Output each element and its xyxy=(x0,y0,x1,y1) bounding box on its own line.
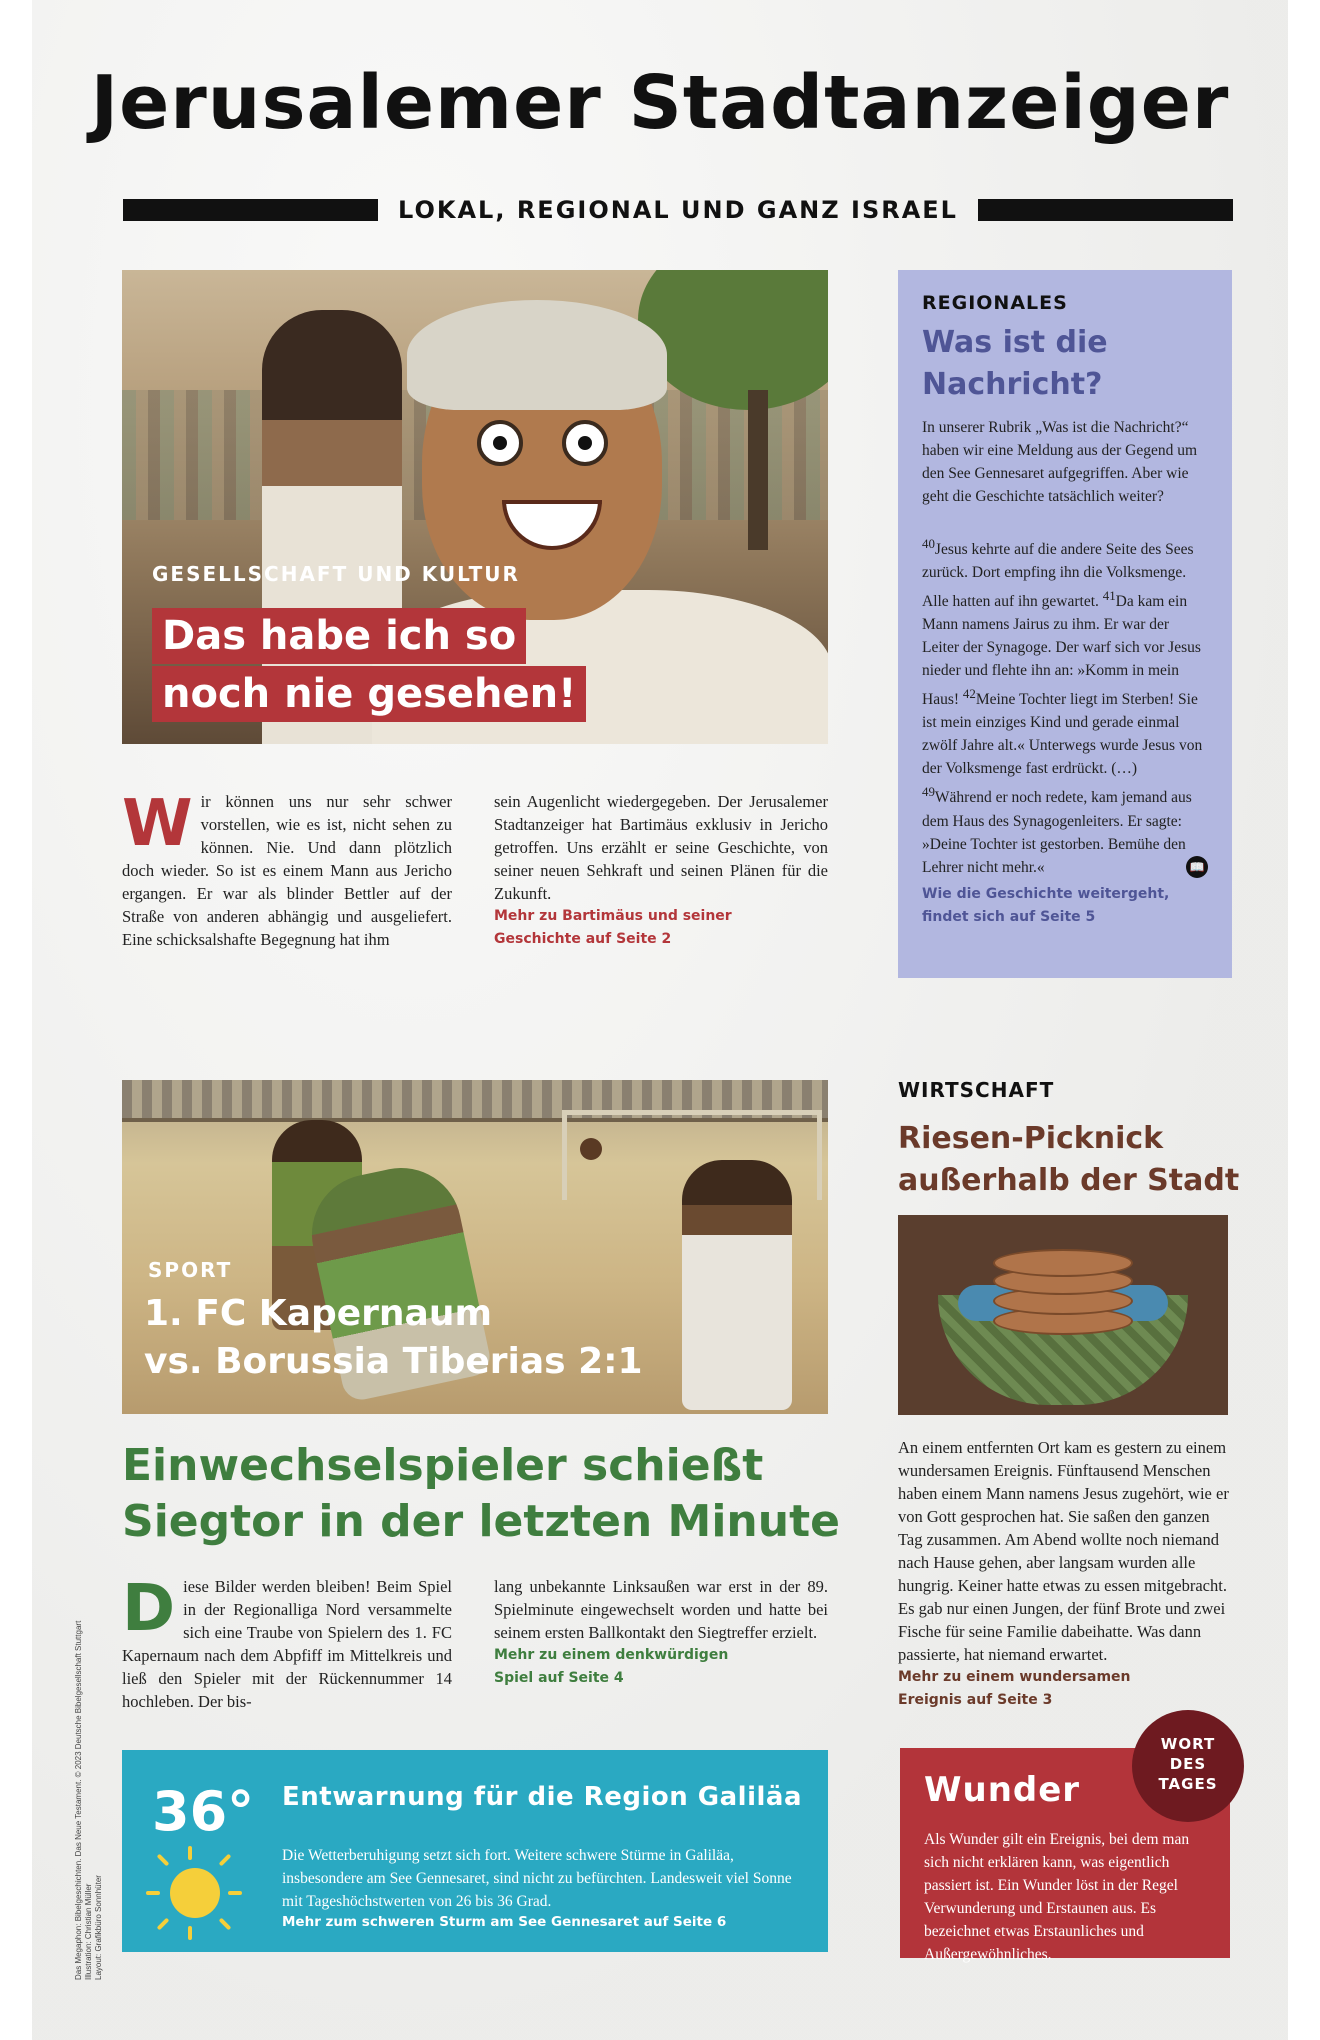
hero-headline-line1: Das habe ich so xyxy=(152,608,526,664)
left-eye xyxy=(477,420,523,466)
sport-text-2: lang unbekannte Linksaußen war erst in der 89. Spielminute eingewechselt worden und hatte bei seinem ersten Ballkontakt den Siegtreffer erzielt. xyxy=(494,1577,828,1642)
regional-headline-line2: Nachricht? xyxy=(922,367,1103,402)
credits-vertical xyxy=(74,1600,104,1980)
word-of-day-headline: Wunder xyxy=(924,1770,1081,1810)
weather-more-link[interactable]: Mehr zum schweren Sturm am See Gennesaret auf Seite 6 xyxy=(282,1914,727,1930)
credits-line3: Layout: Grafikbüro Sonnhüter xyxy=(94,1875,103,1980)
divider-bar-left xyxy=(123,199,378,221)
regional-headline xyxy=(922,322,1208,406)
tree-trunk xyxy=(748,390,768,550)
verse-number-49: 49 xyxy=(922,784,935,800)
badge-line3: TAGES xyxy=(1158,1775,1218,1793)
verse-number-42: 42 xyxy=(962,686,976,702)
economy-rubric: WIRTSCHAFT xyxy=(898,1078,1055,1102)
player-running xyxy=(682,1160,792,1410)
sport-more-line2: Spiel auf Seite 4 xyxy=(494,1670,624,1686)
regional-more-link[interactable] xyxy=(922,883,1208,929)
economy-headline xyxy=(898,1118,1258,1202)
hero-more-link[interactable] xyxy=(494,905,828,951)
weather-text: Die Wetterberuhigung setzt sich fort. Weitere schwere Stürme in Galiläa, insbesondere am See Gennesaret, sind nicht zu befürchten. Landesweit viel Sonne mit Tageshöchstwerten von 26 bis 36 Grad. xyxy=(282,1847,792,1910)
divider-bar-right xyxy=(978,199,1233,221)
sport-rubric: SPORT xyxy=(148,1258,233,1282)
hero-more-line1: Mehr zu Bartimäus und seiner xyxy=(494,908,732,924)
book-icon: 📖 xyxy=(1186,856,1208,878)
football-illustration xyxy=(122,1080,828,1414)
economy-headline-line2: außerhalb der Stadt xyxy=(898,1163,1240,1198)
sport-more-line1: Mehr zu einem denkwürdigen xyxy=(494,1647,729,1663)
right-eye xyxy=(562,420,608,466)
economy-more-line1: Mehr zu einem wundersamen xyxy=(898,1669,1131,1685)
verse-text-40: Jesus kehrte auf die andere Seite des Sees zurück. Dort empfing ihn die Volksmenge. Alle hatten auf ihn gewartet. xyxy=(922,541,1194,611)
masthead-title: Jerusalemer Stadtanzeiger xyxy=(90,60,1230,146)
hero-text-1: ir können uns nur sehr schwer vorstellen, wie es ist, nicht sehen zu können. Nie. Und dann plötzlich doch wieder. So ist es einem Mann aus Jericho ergangen. Er war als blinder Bettler auf der Straße von anderen abhängig und ausgeliefert. Eine schicksalshafte Begegnung hat ihm xyxy=(122,792,452,949)
sport-column-2 xyxy=(494,1575,828,1690)
bread-basket-illustration xyxy=(898,1215,1228,1415)
regional-rubric: REGIONALES xyxy=(922,292,1068,314)
economy-text: An einem entfernten Ort kam es gestern zu einem wundersamen Ereignis. Fünftausend Menschen haben einem Mann namens Jesus zugehört, wie er von Gott gesprochen hat. Sie saßen den ganzen Tag zusammen. Am Abend wollte noch niemand nach Hause gehen, aber langsam wurden alle hungrig. Keiner hatte etwas zu essen mitgebracht. Es gab nur einen Jungen, der fünf Brote und zwei Fische für seine Familie dabeihatte. Was dann passierte, hat niemand erwartet. xyxy=(898,1438,1229,1664)
hero-more-line2: Geschichte auf Seite 2 xyxy=(494,931,672,947)
economy-column xyxy=(898,1436,1232,1712)
regional-more-line1: Wie die Geschichte weitergeht, xyxy=(922,885,1170,902)
hero-column-1 xyxy=(122,787,452,951)
sport-title-line2: vs. Borussia Tiberias 2:1 xyxy=(144,1341,643,1382)
sport-headline-line2: Siegtor in der letzten Minute xyxy=(122,1496,840,1547)
verse-number-40: 40 xyxy=(922,536,935,551)
sport-title-line1: 1. FC Kapernaum xyxy=(144,1293,492,1334)
economy-more-line2: Ereignis auf Seite 3 xyxy=(898,1692,1053,1708)
masthead-tagline-row xyxy=(123,192,1233,228)
badge-line2: DES xyxy=(1169,1755,1207,1773)
sport-headline-line1: Einwechselspieler schießt xyxy=(122,1440,764,1491)
regional-lead: In unserer Rubrik „Was ist die Nachricht?“ haben wir eine Meldung aus der Gegend um den See Gennesaret aufgegriffen. Aber wie geht die Geschichte tatsächlich weiter? xyxy=(922,419,1198,505)
hero-headline-line2: noch nie gesehen! xyxy=(152,666,586,722)
regional-headline-line1: Was ist die xyxy=(922,325,1108,360)
sport-headline xyxy=(122,1438,842,1550)
sport-dropcap: D xyxy=(122,1572,176,1646)
word-of-day-text: Als Wunder gilt ein Ereignis, bei dem man sich nicht erklären kann, was eigentlich passiert ist. Ein Wunder löst in der Regel Verwunderung und Erstaunen aus. Es bezeichnet etwas Erstaunliches und Außergewöhnliches. xyxy=(924,1831,1190,1963)
economy-headline-line1: Riesen-Picknick xyxy=(898,1121,1164,1156)
word-of-day-badge xyxy=(1132,1710,1244,1822)
regional-box xyxy=(898,270,1232,978)
credits-line2: Illustration: Christian Müller xyxy=(84,1883,93,1980)
credits-line1: Das Megaphon: Bibelgeschichten. Das Neue Testament. © 2023 Deutsche Bibelgesellschaft Stuttgart xyxy=(74,1620,83,1980)
masthead-tagline: LOKAL, REGIONAL UND GANZ ISRAEL xyxy=(398,196,958,224)
hero-text-2: sein Augenlicht wiedergegeben. Der Jerusalemer Stadtanzeiger hat Bartimäus exklusiv in Jericho getroffen. Uns erzählt er seine Geschichte, von seiner neuen Sehkraft und seinen Plänen für die Zukunft. xyxy=(494,792,828,903)
sport-more-link[interactable] xyxy=(494,1644,828,1690)
bartimaeus-illustration xyxy=(122,270,828,744)
temperature-value: 36° xyxy=(152,1780,255,1843)
bread-loaf xyxy=(993,1249,1133,1277)
regional-more-line2: findet sich auf Seite 5 xyxy=(922,908,1096,925)
verse-text-49: Während er noch redete, kam jemand aus dem Haus des Synagogenleiters. Er sagte: »Deine Tochter ist gestorben. Bemühe den Lehrer nicht mehr.« xyxy=(922,789,1192,876)
sport-score-title xyxy=(144,1290,643,1386)
badge-line1: WORT xyxy=(1160,1735,1216,1753)
ball xyxy=(580,1138,602,1160)
bartimaeus-cap xyxy=(407,300,667,410)
sport-column-1 xyxy=(122,1572,452,1713)
weather-headline: Entwarnung für die Region Galiläa xyxy=(282,1782,802,1812)
sport-text-1: iese Bilder werden bleiben! Beim Spiel in der Regionalliga Nord versammelte sich eine Traube von Spielern des 1. FC Kapernaum nach dem Abpfiff im Mittelkreis und ließ den Spieler mit der Rückennummer 14 hochleben. Der bis- xyxy=(122,1577,452,1711)
hero-dropcap: W xyxy=(122,787,193,861)
hero-column-2 xyxy=(494,790,828,951)
hero-headline xyxy=(152,608,586,724)
regional-bible-text xyxy=(922,532,1208,879)
economy-more-link[interactable] xyxy=(898,1666,1232,1712)
weather-box xyxy=(122,1750,828,1952)
verse-text-42: Meine Tochter liegt im Sterben! Sie ist mein einziges Kind und gerade einmal zwölf Jahre alt.« Unterwegs wurde Jesus von der Volksmenge fast erdrückt. (…) xyxy=(922,691,1203,778)
hero-rubric: GESELLSCHAFT UND KULTUR xyxy=(152,562,520,586)
verse-number-41: 41 xyxy=(1102,588,1116,604)
newspaper-page xyxy=(32,0,1288,2040)
verse-text-41: Da kam ein Mann namens Jairus zu ihm. Er war der Leiter der Synagoge. Der warf sich vor Jesus nieder und flehte ihn an: »Komm in mein Haus! xyxy=(922,593,1201,709)
